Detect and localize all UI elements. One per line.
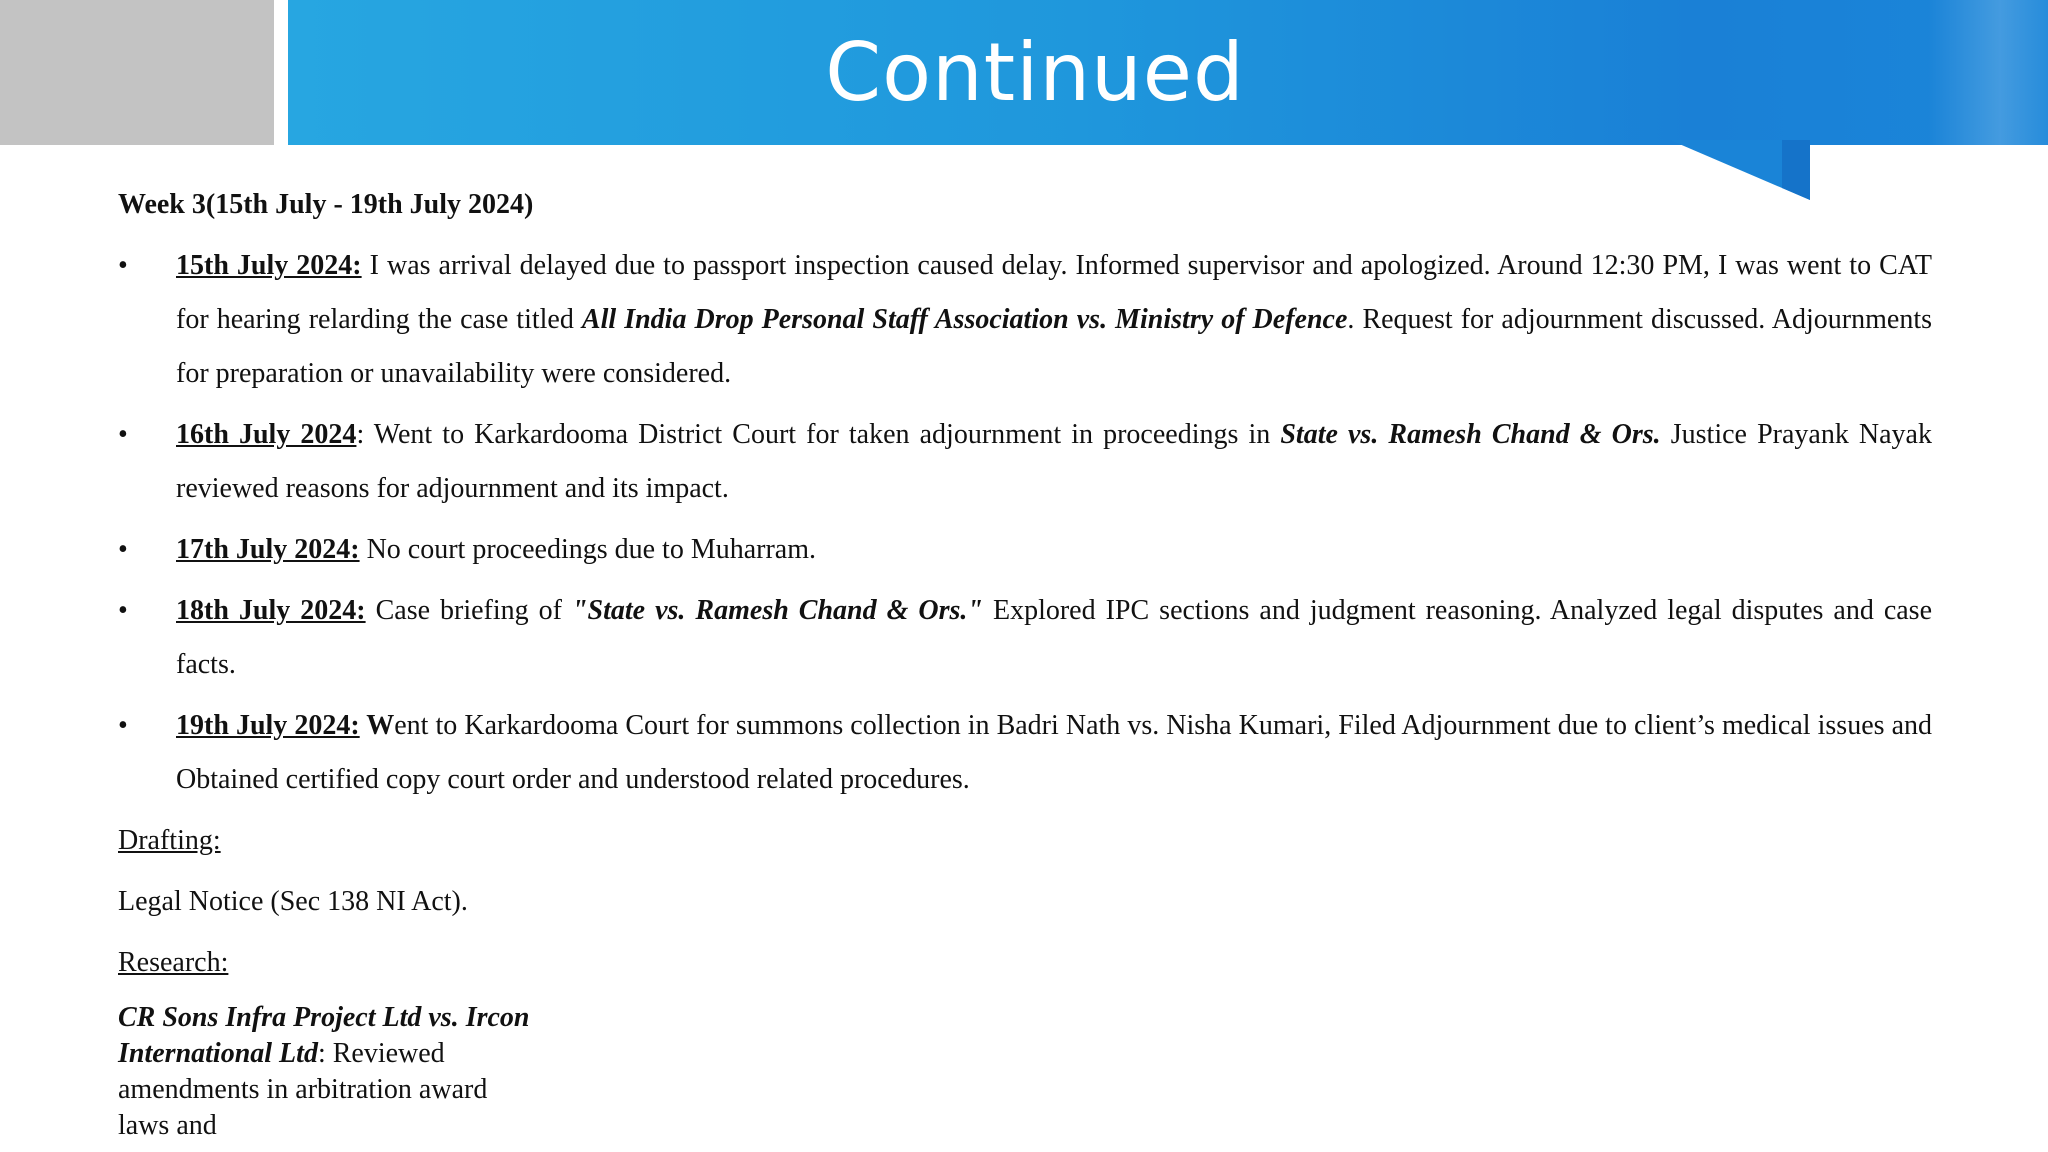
drafting-label: Drafting: <box>118 825 221 856</box>
week-heading: Week 3(15th July - 19th July 2024) <box>118 189 534 220</box>
research-block <box>118 1000 538 1144</box>
entry-text: Explored IPC sections and judgment reasoning. Analyzed legal disputes and case facts. <box>176 595 1933 680</box>
bullet-icon: • <box>118 595 128 626</box>
research-case-title: CR Sons Infra Project Ltd vs. Ircon International Ltd <box>118 1002 530 1069</box>
research-suffix: : <box>317 1038 326 1069</box>
entry-text: : Went to Karkardooma District Court for taken adjournment in proceedings in <box>356 419 1281 450</box>
entry-date: 19th July 2024: <box>176 710 360 741</box>
entry-text: . Request for adjournment discussed. Adjournments for preparation or unavailability were considered. <box>176 304 1932 389</box>
entry-date: 17th July 2024: <box>176 534 360 565</box>
list-item <box>118 239 1932 401</box>
page-title: Continued <box>825 26 1245 119</box>
case-title: All India Drop Personal Staff Association vs. Ministry of Defence <box>581 304 1348 335</box>
bullet-icon: • <box>118 534 128 565</box>
bullet-icon: • <box>118 250 128 281</box>
drafting-text: Legal Notice (Sec 138 NI Act). <box>118 886 468 917</box>
bullet-icon: • <box>118 419 128 450</box>
case-title: State vs. Ramesh Chand & Ors. <box>1280 419 1661 450</box>
list-item <box>118 584 1932 692</box>
entry-text: Justice Prayank Nayak reviewed reasons for adjournment and its impact. <box>176 419 1932 504</box>
entry-text: Case briefing of <box>365 595 572 626</box>
entry-date: 15th July 2024: <box>176 250 362 281</box>
entry-text: I was arrival delayed due to passport inspection caused delay. Informed supervisor and apologized. Around 12:30 PM, I was went to CAT for hearing relarding the case titled <box>176 250 1932 335</box>
list-item <box>118 408 1932 516</box>
entry-bold-letter: W <box>359 710 395 741</box>
entry-list <box>118 239 1932 807</box>
list-item <box>118 523 1932 577</box>
bullet-icon: • <box>118 710 128 741</box>
list-item <box>118 699 1932 807</box>
header-gray-block <box>0 0 274 145</box>
entry-text: ent to Karkardooma Court for summons collection in Badri Nath vs. Nisha Kumari, Filed Adjournment due to client’s medical issues and Obtained certified copy court order and understood related procedures. <box>176 710 1933 795</box>
entry-date: 16th July 2024 <box>176 419 357 450</box>
entry-text: No court proceedings due to Muharram. <box>359 534 816 565</box>
entry-date: 18th July 2024: <box>176 595 366 626</box>
banner-glow <box>1928 0 2048 145</box>
research-label: Research: <box>118 947 229 978</box>
case-title: "State vs. Ramesh Chand & Ors." <box>572 595 983 626</box>
slide-content <box>118 178 1932 997</box>
research-text: Reviewed amendments in arbitration award laws and <box>118 1038 488 1141</box>
